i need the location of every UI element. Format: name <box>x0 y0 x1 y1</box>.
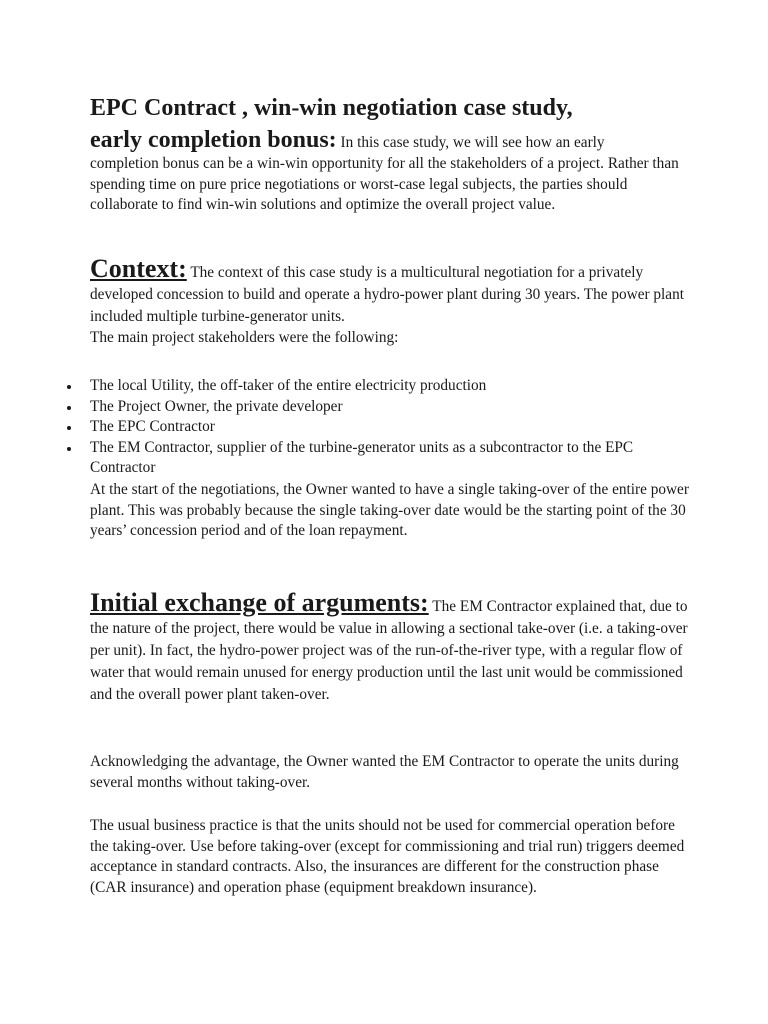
arguments-text: The EM Contractor explained that, due to the nature of the project, there would be value in allowing a sectional take-over (i.e. a taking-over per unit). In fact, the hydro-power project was of the run-of-the-river type, with a regular flow of water that would remain unused for energy production until the last unit would be commissioned and the overall power plant taken-over. <box>90 598 688 703</box>
context-heading: Context: <box>90 254 187 283</box>
arguments-paragraph <box>90 588 690 706</box>
after-list-paragraph: At the start of the negotiations, the Owner wanted to have a single taking-over of the entire power plant. This was probably because the single taking-over date would be the starting point of the 30 years’ concession period and of the loan repayment. <box>90 481 689 540</box>
context-paragraph-2: The main project stakeholders were the following: <box>90 329 399 346</box>
document-title-line2: early completion bonus: <box>90 127 337 153</box>
intro-text-start: In this case study, we will see how an early <box>336 134 605 151</box>
stakeholder-list <box>90 376 690 479</box>
list-item: The EM Contractor, supplier of the turbine-generator units as a subcontractor to the EPC Contractor <box>90 438 690 479</box>
document-title-line1: EPC Contract , win-win negotiation case study, <box>90 95 573 121</box>
list-item: The EPC Contractor <box>90 417 690 438</box>
arguments-paragraph-3: The usual business practice is that the units should not be used for commercial operation before the taking-over. Use before taking-over (except for commissioning and trial run) triggers deemed acceptance in standard contracts. Also, the insurances are different for the construction phase (CAR insurance) and operation phase (equipment breakdown insurance). <box>90 817 685 896</box>
context-text: The context of this case study is a multicultural negotiation for a privately developed concession to build and operate a hydro-power plant during 30 years. The power plant included multiple turbine-generator units. <box>90 264 684 325</box>
context-section <box>90 254 690 349</box>
context-paragraph <box>90 254 690 328</box>
arguments-heading: Initial exchange of arguments: <box>90 588 429 617</box>
intro-paragraph: completion bonus can be a win-win opportunity for all the stakeholders of a project. Rather than spending time on pure price negotiations or worst-case legal subjects, the parties should collaborate to find win-win solutions and optimize the overall project value. <box>90 155 679 214</box>
arguments-paragraph-2: Acknowledging the advantage, the Owner wanted the EM Contractor to operate the units during several months without taking-over. <box>90 753 679 791</box>
arguments-section <box>90 588 690 706</box>
list-item: The Project Owner, the private developer <box>90 397 690 418</box>
list-item: The local Utility, the off-taker of the entire electricity production <box>90 376 690 397</box>
title-section <box>90 92 690 216</box>
